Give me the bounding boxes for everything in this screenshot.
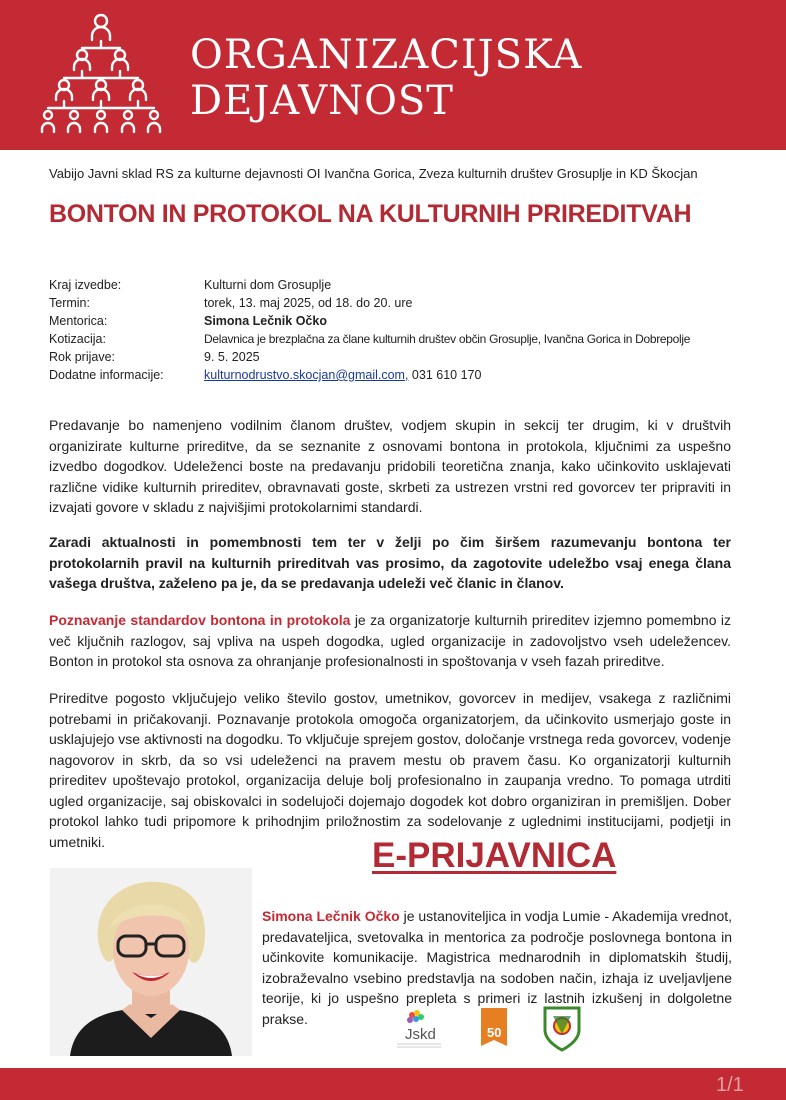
mentor-bio-name: Simona Lečnik Očko <box>262 908 400 924</box>
mentor-name: Simona Lečnik Očko <box>204 314 327 328</box>
contact-info <box>204 366 481 384</box>
header-banner <box>0 0 786 150</box>
info-label: Kotizacija: <box>49 332 106 346</box>
info-value: Kulturni dom Grosuplje <box>204 278 332 292</box>
info-label: Termin: <box>49 296 90 310</box>
invitation-line: Vabijo Javni sklad RS za kulturne dejavnosti OI Ivančna Gorica, Zveza kulturnih društev Grosuplje in KD Škocjan <box>49 166 698 181</box>
municipality-crest-logo <box>545 1008 579 1050</box>
jskd-logo-text: Jskd <box>405 1026 436 1043</box>
footer-bar <box>0 1068 786 1100</box>
mentor-bio-text: je ustanoviteljica in vodja Lumie - Akademija vrednot, predavateljica, svetovalka in mentorica za področje poslovnega bontona in učinkovite komunikacije. Magistrica mednarodnih in diplomatskih študij, izobraževalno vsebino predstavlja na sodoben način, izhaja iz uveljavljene teorije, ki jo uspešno prepleta s primeri iz lastnih izkušenj in dolgoletne prakse. <box>262 908 733 1027</box>
info-label: Dodatne informacije: <box>49 368 164 382</box>
info-value: torek, 13. maj 2025, od 18. do 20. ure <box>204 296 413 310</box>
partner-logos <box>395 1006 595 1052</box>
phone-number: 031 610 170 <box>408 368 482 382</box>
info-label: Mentorica: <box>49 314 108 328</box>
paragraph-request: Zaradi aktualnosti in pomembnosti tem ter v želji po čim širšem razumevanju bontona ter protokolarnih pravil na kulturnih prireditvah vas prosimo, da zagotovite udeležbo vsaj enega člana vašega društva, zaželeno pa je, da se predavanja udeleži več članic in članov. <box>49 534 731 591</box>
info-value: 9. 5. 2025 <box>204 350 260 364</box>
mentor-photo <box>50 868 252 1056</box>
paragraph-events: Prireditve pogosto vključujejo veliko število gostov, umetnikov, govorcev in medijev, vsakega z različnimi potrebami in pričakovanji. Poznavanje protokola omogoča organizatorjem, da učinkovito usmerjajo goste in usklajujejo vse aktivnosti na dogodku. To vključuje sprejem gostov, določanje vrstnega reda govorcev, vodenje nagovorov in skrb, da so vsi udeleženci na pravem mestu ob pravem času. Ko organizatorji kulturnih prireditev upoštevajo protokol, organizacija deluje bolj profesionalno in zaupanja vredno. To pomaga utrditi ugled organizacije, saj obiskovalci in sodelujoči dojemajo dogodek kot dobro organiziran in premišljen. Dober protokol lahko tudi pripomore k prihodnjim priložnostim za sodelovanje z uglednimi institucijami, podjetji in umetniki. <box>49 690 731 850</box>
e-registration-link[interactable]: E-PRIJAVNICA <box>372 836 617 875</box>
header-title-line2: DEJAVNOST <box>190 78 454 124</box>
anniversary-50-logo <box>481 1008 507 1046</box>
email-link[interactable]: kulturnodrustvo.skocjan@gmail.com, <box>204 368 409 382</box>
badge-number: 50 <box>487 1025 502 1040</box>
paragraph-intro: Predavanje bo namenjeno vodilnim članom društev, vodjem skupin in sekcij ter drugim, ki v društvih organizirate kulturne prireditve, da se seznanite z osnovami bontona in protokola, ključnimi za uspešno izvedbo dogodkov. Udeleženci boste na predavanju pridobili teoretična znanja, kako učinkovito usklajevati različne vidike kulturnih prireditev, obravnavati goste, skrbeti za ustrezen vrstni red govorcev ter pripraviti in izvajati govore v skladu z najvišjimi protokolarnimi standardi. <box>49 417 731 515</box>
jskd-logo <box>397 1010 441 1047</box>
paragraph-highlight: Poznavanje standardov bontona in protokola <box>49 612 351 628</box>
info-value: Delavnica je brezplačna za člane kulturnih društev občin Grosuplje, Ivančna Gorica in Dobrepolje <box>204 332 691 346</box>
paragraph-standards <box>49 610 731 672</box>
people-hierarchy-icon <box>40 12 162 140</box>
header-title <box>190 32 582 124</box>
header-title-line1: ORGANIZACIJSKA <box>190 32 583 78</box>
info-label: Kraj izvedbe: <box>49 278 122 292</box>
event-title: BONTON IN PROTOKOL NA KULTURNIH PRIREDITVAH <box>49 200 692 228</box>
paragraph-text: je za organizatorje kulturnih prireditev izjemno pomembno iz več ključnih razlogov, saj vpliva na uspeh dogodka, ugled organizacije in zadovoljstvo vseh udeležencev. Bonton in protokol sta osnova za ohranjanje profesionalnosti in spoštovanja v vseh fazah prireditve. <box>49 612 731 669</box>
info-label: Rok prijave: <box>49 350 115 364</box>
page-number: 1/1 <box>716 1074 744 1096</box>
